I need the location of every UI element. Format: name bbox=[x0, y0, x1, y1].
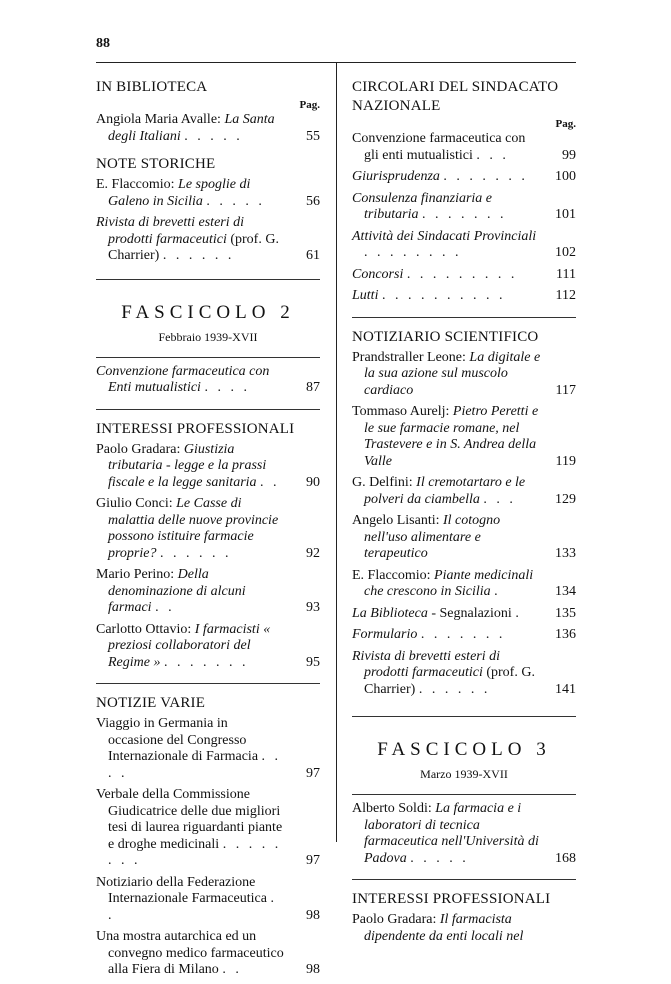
entry-author: Viaggio in Germania in occasione del Congresso Internazionale di Farmacia bbox=[96, 716, 259, 764]
toc-entry bbox=[352, 169, 576, 186]
entry-title: Il cremotartaro e le polveri da ciambella bbox=[364, 475, 526, 507]
entry-title: La digitale e la sua azione sul muscolo cardiaco bbox=[364, 349, 541, 398]
section-title-circolari: CIRCOLARI DEL SINDACATO NAZIONALE bbox=[352, 79, 559, 114]
toc-entry bbox=[96, 442, 320, 492]
entry-dots: . . . . . . bbox=[162, 248, 235, 263]
toc-entry bbox=[352, 606, 576, 623]
entry-dots: . . bbox=[108, 891, 277, 923]
entry-author: E. Flaccomio: bbox=[96, 177, 175, 192]
entry-title: Consulenza finanziaria e tributaria bbox=[352, 190, 493, 222]
entry-title: Rivista di brevetti esteri di prodotti farmaceutici bbox=[96, 215, 245, 247]
toc-entry bbox=[96, 787, 320, 870]
toc-entry bbox=[96, 622, 320, 672]
entry-page: 92 bbox=[306, 545, 320, 561]
entry-title: Della denominazione di alcuni farmaci bbox=[108, 567, 246, 615]
entry-page: 117 bbox=[555, 382, 576, 398]
fascicolo-2-heading: FASCICOLO 2 bbox=[121, 301, 295, 323]
section-separator bbox=[352, 317, 576, 318]
entry-author: Paolo Gradara: bbox=[352, 912, 437, 927]
toc-entry bbox=[352, 350, 576, 400]
section-note-storiche bbox=[96, 177, 320, 265]
pag-label-right: Pag. bbox=[555, 118, 576, 130]
toc-entry bbox=[96, 567, 320, 617]
entry-dots: . . . bbox=[476, 147, 509, 163]
entry-page: 141 bbox=[555, 681, 576, 697]
entry-dots: . . . . . . . . . . bbox=[381, 288, 506, 303]
entry-page: 90 bbox=[306, 474, 320, 490]
section-circolari bbox=[352, 131, 576, 305]
entry-page: 111 bbox=[556, 266, 576, 282]
entry-dots: . . bbox=[222, 962, 242, 977]
entry-page: 95 bbox=[306, 654, 320, 670]
section-separator bbox=[96, 279, 320, 280]
entry-page: 119 bbox=[555, 453, 576, 469]
entry-dots: . . . . . . . bbox=[443, 169, 528, 184]
toc-entry bbox=[96, 364, 320, 397]
entry-page: 61 bbox=[306, 248, 320, 263]
entry-title: La farmacia e i laboratori di tecnica farmaceutica nell'Università di Padova bbox=[364, 801, 539, 866]
section-interessi-right bbox=[352, 912, 576, 945]
fascicolo-2-date: Febbraio 1939-XVII bbox=[158, 329, 258, 344]
entry-page: 135 bbox=[555, 605, 576, 621]
entry-extra: (prof. G. Charrier) bbox=[364, 665, 535, 697]
entry-page: 98 bbox=[306, 907, 320, 923]
toc-entry bbox=[352, 404, 576, 470]
entry-extra: - Segnalazioni bbox=[431, 605, 512, 621]
toc-entry bbox=[96, 929, 320, 979]
page-number: 88 bbox=[96, 36, 110, 51]
entry-title: La Santa degli Italiani bbox=[108, 112, 275, 144]
entry-author: Giulio Conci: bbox=[96, 496, 173, 511]
toc-entry bbox=[96, 215, 320, 265]
fascicolo-3-heading: FASCICOLO 3 bbox=[377, 739, 551, 760]
section-fascicolo-3 bbox=[352, 801, 576, 867]
entry-author: Prandstraller Leone: bbox=[352, 349, 466, 365]
toc-entry bbox=[96, 716, 320, 782]
toc-entry bbox=[352, 649, 576, 699]
left-column bbox=[96, 74, 320, 984]
entry-title: Giurisprudenza bbox=[352, 169, 440, 184]
entry-title: Le spoglie di Galeno in Sicilia bbox=[108, 177, 251, 209]
entry-dots: . . . . . . bbox=[159, 545, 232, 561]
toc-entry bbox=[352, 191, 576, 224]
entry-author: Convenzione farmaceutica con gli enti mutualistici bbox=[352, 131, 526, 163]
entry-dots: . . . . . bbox=[184, 128, 243, 144]
entry-dots: . . . . . . . . bbox=[364, 245, 462, 260]
entry-title: La Biblioteca bbox=[352, 605, 428, 621]
entry-dots: . . . . . . . bbox=[420, 627, 506, 642]
entry-page: 129 bbox=[555, 491, 576, 507]
toc-entry bbox=[352, 267, 576, 284]
entry-page: 56 bbox=[306, 193, 320, 209]
entry-page: 97 bbox=[306, 765, 320, 781]
entry-title: Rivista di brevetti esteri di prodotti farmaceutici bbox=[352, 648, 501, 680]
section-title-notiziario: NOTIZIARIO SCIENTIFICO bbox=[352, 328, 539, 345]
entry-dots: . . bbox=[260, 474, 280, 490]
entry-author: Notiziario della Federazione Internazionale Farmaceutica bbox=[96, 874, 267, 906]
entry-page: 112 bbox=[555, 288, 576, 303]
toc-entry bbox=[96, 875, 320, 925]
entry-author: Alberto Soldi: bbox=[352, 801, 432, 816]
entry-dots: . . . . . bbox=[410, 850, 469, 866]
entry-page: 99 bbox=[562, 147, 576, 163]
entry-title: Il cotogno nell'uso alimentare e terapeutico bbox=[364, 513, 501, 561]
entry-dots: . . . . . . bbox=[418, 681, 491, 697]
section-separator bbox=[352, 794, 576, 795]
entry-page: 133 bbox=[555, 546, 576, 561]
toc-entry bbox=[352, 513, 576, 563]
entry-author: Angelo Lisanti: bbox=[352, 513, 440, 528]
section-title-biblioteca: IN BIBLIOTECA bbox=[96, 79, 208, 95]
toc-entry bbox=[96, 496, 320, 562]
entry-page: 102 bbox=[555, 245, 576, 260]
section-separator bbox=[352, 879, 576, 880]
toc-entry bbox=[352, 229, 576, 262]
entry-dots: . bbox=[494, 584, 501, 599]
entry-author: Paolo Gradara: bbox=[96, 441, 181, 457]
section-title-interessi-right: INTERESSI PROFESSIONALI bbox=[352, 891, 551, 907]
section-title-notizie: NOTIZIE VARIE bbox=[96, 695, 206, 711]
entry-extra: (prof. G. Charrier) bbox=[108, 231, 279, 263]
entry-page: 97 bbox=[306, 853, 320, 868]
entry-title: Piante medicinali che crescono in Sicilia bbox=[364, 567, 534, 599]
entry-page: 136 bbox=[555, 627, 576, 642]
entry-title: I farmacisti « preziosi collaboratori del Regime » bbox=[108, 621, 271, 670]
section-separator bbox=[96, 683, 320, 684]
entry-page: 87 bbox=[306, 380, 320, 395]
entry-author: Angiola Maria Avalle: bbox=[96, 112, 221, 127]
entry-author: Una mostra autarchica ed un convegno medico farmaceutico alla Fiera di Milano bbox=[96, 929, 284, 977]
entry-title: Concorsi bbox=[352, 266, 404, 282]
section-biblioteca bbox=[96, 112, 320, 145]
entry-page: 93 bbox=[306, 600, 320, 615]
section-fascicolo-2 bbox=[96, 364, 320, 397]
section-separator bbox=[352, 716, 576, 717]
entry-dots: . . . . . . . . . bbox=[406, 266, 518, 282]
entry-page: 100 bbox=[555, 169, 576, 184]
entry-dots: . . . . bbox=[108, 749, 282, 781]
entry-author: Mario Perino: bbox=[96, 567, 175, 582]
entry-page: 134 bbox=[555, 584, 576, 599]
entry-dots: . . . . bbox=[204, 380, 250, 395]
entry-title: Le Casse di malattia delle nuove provincie possono istituire farmacie proprie? bbox=[108, 496, 279, 561]
pag-label: Pag. bbox=[299, 99, 320, 111]
entry-title: Formulario bbox=[352, 627, 418, 642]
section-separator bbox=[96, 409, 320, 410]
section-interessi bbox=[96, 442, 320, 672]
entry-title: Attività dei Sindacati Provinciali bbox=[352, 228, 537, 244]
entry-author: E. Flaccomio: bbox=[352, 567, 431, 583]
fascicolo-3-date: Marzo 1939-XVII bbox=[420, 767, 508, 781]
entry-author: G. Delfini: bbox=[352, 475, 413, 490]
entry-title: Pietro Peretti e le sue farmacie romane, nel Trastevere e in S. Andrea della Valle bbox=[364, 404, 539, 469]
toc-entry bbox=[352, 568, 576, 601]
section-separator bbox=[96, 357, 320, 358]
toc-entry bbox=[96, 112, 320, 145]
entry-dots: . . bbox=[155, 600, 175, 615]
toc-entry bbox=[352, 131, 576, 164]
entry-page: 101 bbox=[555, 207, 576, 222]
entry-dots: . . . . . . . bbox=[163, 654, 249, 670]
toc-entry bbox=[352, 475, 576, 508]
toc-entry bbox=[352, 912, 576, 945]
column-rule bbox=[336, 62, 337, 842]
entry-author: Tommaso Aurelj: bbox=[352, 404, 450, 419]
toc-entry bbox=[352, 627, 576, 644]
entry-title: Lutti bbox=[352, 288, 379, 303]
toc-entry bbox=[352, 801, 576, 867]
entry-page: 98 bbox=[306, 962, 320, 977]
entry-page: 168 bbox=[555, 850, 576, 866]
entry-title: Giustizia tributaria - legge e la prassi fiscale e la legge sanitaria bbox=[108, 441, 267, 490]
entry-page: 55 bbox=[306, 128, 320, 144]
section-title-interessi: INTERESSI PROFESSIONALI bbox=[96, 420, 295, 437]
entry-dots: . bbox=[515, 605, 522, 621]
entry-author: Carlotto Ottavio: bbox=[96, 621, 192, 637]
entry-title: Convenzione farmaceutica con Enti mutualistici bbox=[96, 363, 270, 395]
entry-dots: . . . . . bbox=[206, 193, 265, 209]
toc-entry bbox=[352, 288, 576, 305]
entry-dots: . . . bbox=[483, 491, 516, 507]
section-title-note-storiche: NOTE STORICHE bbox=[96, 156, 216, 172]
right-column bbox=[352, 74, 576, 950]
entry-author: Verbale della Commissione Giudicatrice delle due migliori tesi di laurea riguardanti piante e droghe medicinali bbox=[96, 787, 283, 852]
entry-dots: . . . . . . . . bbox=[108, 836, 282, 868]
toc-entry bbox=[96, 177, 320, 210]
entry-title: Il farmacista dipendente da enti locali nel bbox=[364, 912, 524, 944]
section-notizie bbox=[96, 716, 320, 979]
section-notiziario bbox=[352, 350, 576, 699]
entry-dots: . . . . . . . bbox=[421, 207, 507, 222]
